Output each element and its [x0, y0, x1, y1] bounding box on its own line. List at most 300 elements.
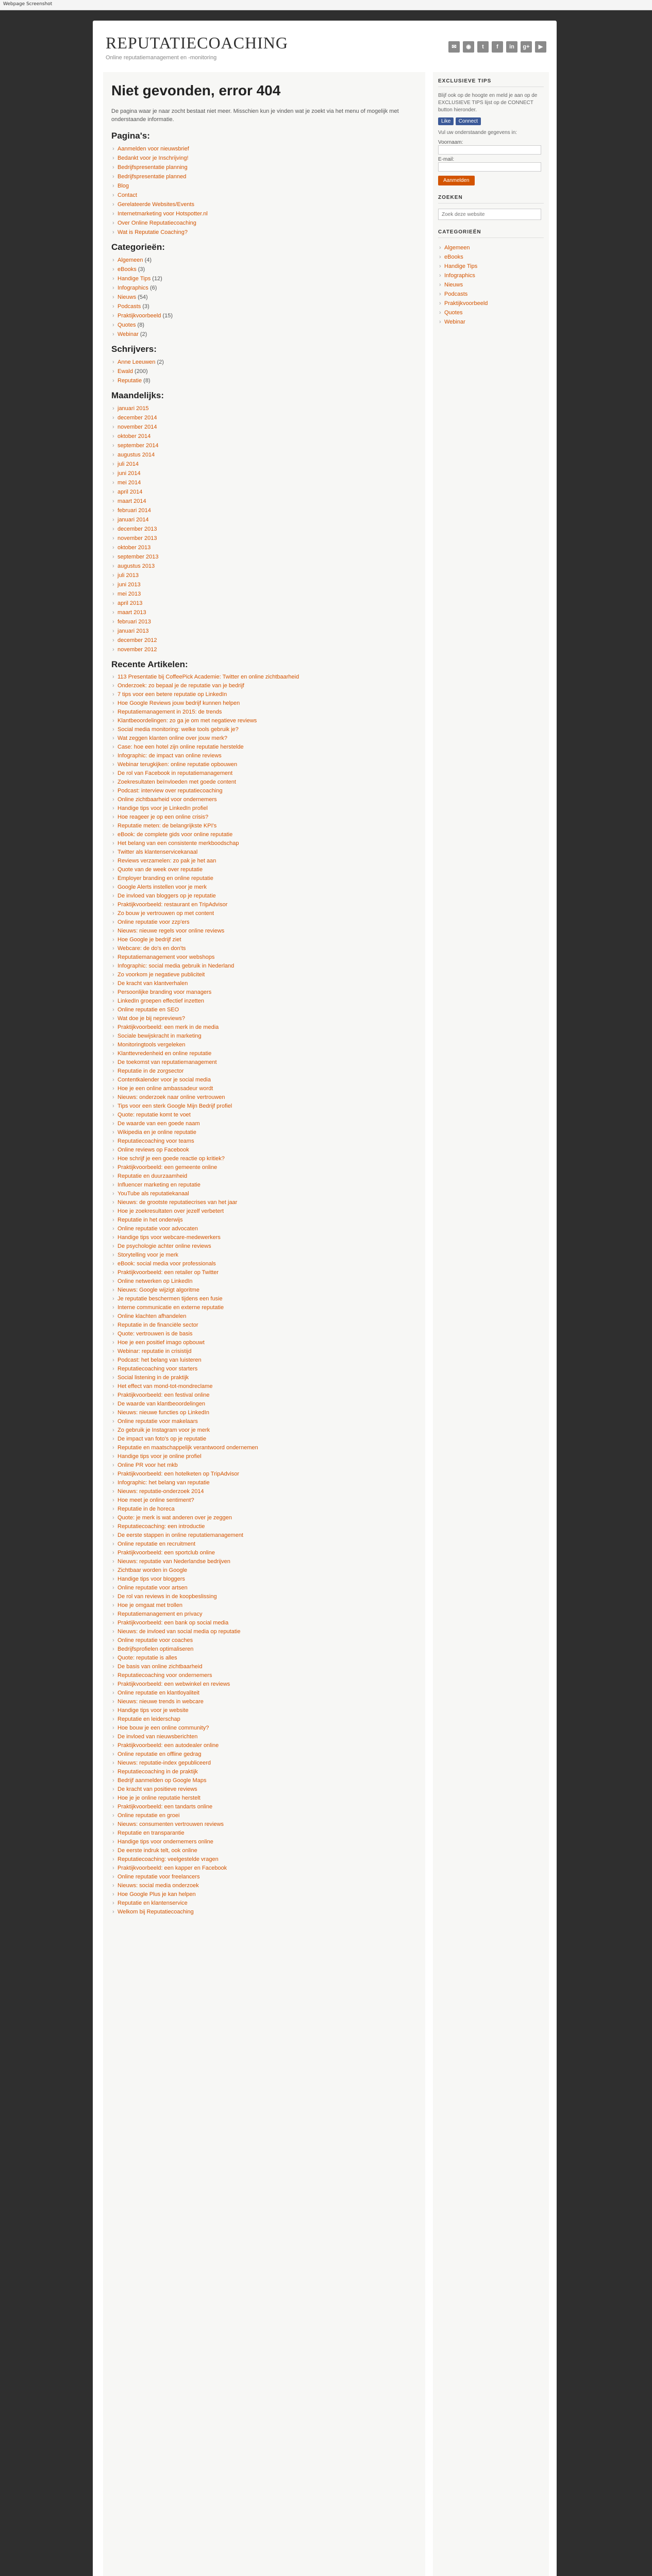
recent-article-item-link[interactable]: Infographic: social media gebruik in Nederland — [118, 963, 235, 969]
archive-month-item-link[interactable]: maart 2013 — [118, 609, 146, 616]
recent-article-item-link[interactable]: Case: hoe een hotel zijn online reputatie herstelde — [118, 744, 244, 750]
category-item[interactable] — [111, 311, 417, 320]
recent-article-item[interactable] — [111, 1452, 417, 1461]
author-item[interactable] — [111, 367, 417, 376]
subscribe-button[interactable]: Aanmelden — [438, 176, 475, 185]
recent-article-item-link[interactable]: Reputatie meten: de belangrijkste KPI's — [118, 823, 217, 829]
archive-month-item[interactable] — [111, 589, 417, 599]
recent-article-item-link[interactable]: Bedrijf aanmelden op Google Maps — [118, 1777, 207, 1784]
recent-article-item-link[interactable]: Nieuws: nieuwe functies op LinkedIn — [118, 1410, 209, 1416]
recent-article-item-link[interactable]: Zo gebruik je Instagram voor je merk — [118, 1427, 210, 1433]
recent-article-item[interactable] — [111, 1663, 417, 1671]
recent-article-item-link[interactable]: Nieuws: social media onderzoek — [118, 1883, 199, 1889]
recent-article-item[interactable] — [111, 1479, 417, 1487]
recent-article-item-link[interactable]: De basis van online zichtbaarheid — [118, 1664, 203, 1670]
archive-month-item-link[interactable]: juni 2013 — [118, 582, 141, 588]
author-item[interactable] — [111, 376, 417, 385]
author-item[interactable] — [111, 358, 417, 367]
recent-article-item-link[interactable]: Twitter als klantenservicekanaal — [118, 849, 198, 855]
recent-article-item[interactable] — [111, 1268, 417, 1277]
recent-article-item[interactable] — [111, 1295, 417, 1303]
recent-article-item[interactable] — [111, 1190, 417, 1198]
recent-article-item-link[interactable]: Wikipedia en je online reputatie — [118, 1129, 196, 1136]
recent-article-item-link[interactable]: Social media monitoring: welke tools gebruik je? — [118, 726, 239, 733]
archive-month-item[interactable] — [111, 524, 417, 534]
recent-article-item-link[interactable]: Het belang van een consistente merkboodschap — [118, 840, 239, 846]
recent-article-item[interactable] — [111, 1890, 417, 1899]
recent-article-item[interactable] — [111, 953, 417, 962]
author-item-link[interactable]: Ewald — [118, 368, 133, 375]
youtube-icon[interactable]: ▶ — [535, 41, 546, 53]
sidebar-category-item[interactable] — [438, 262, 544, 271]
site-title[interactable]: REPUTATIECOACHING — [106, 33, 288, 52]
page-link-item[interactable] — [111, 172, 417, 181]
recent-article-item-link[interactable]: YouTube als reputatiekanaal — [118, 1191, 189, 1197]
recent-article-item[interactable] — [111, 1067, 417, 1076]
sidebar-category-item[interactable] — [438, 317, 544, 327]
sidebar-category-item-link[interactable]: Nieuws — [444, 282, 463, 288]
recent-article-item-link[interactable]: Klantbeoordelingen: zo ga je om met negatieve reviews — [118, 718, 257, 724]
recent-article-item[interactable] — [111, 1163, 417, 1172]
archive-month-item[interactable] — [111, 441, 417, 450]
recent-article-item-link[interactable]: Reputatie en leiderschap — [118, 1716, 180, 1722]
sidebar-category-item-link[interactable]: Infographics — [444, 273, 475, 279]
recent-article-item-link[interactable]: Hoe je je online reputatie herstelt — [118, 1795, 200, 1801]
recent-article-item[interactable] — [111, 1102, 417, 1111]
recent-article-item-link[interactable]: Handige tips voor je website — [118, 1707, 189, 1714]
recent-article-item-link[interactable]: Het effect van mond-tot-mondreclame — [118, 1383, 213, 1389]
category-item[interactable] — [111, 256, 417, 265]
recent-article-item-link[interactable]: Praktijkvoorbeeld: een sportclub online — [118, 1550, 215, 1556]
archive-month-item[interactable] — [111, 580, 417, 589]
recent-article-item[interactable] — [111, 988, 417, 997]
recent-article-item[interactable] — [111, 1619, 417, 1628]
recent-article-item-link[interactable]: Handige tips voor webcare-medewerkers — [118, 1234, 221, 1241]
mail-icon[interactable]: ✉ — [448, 41, 460, 53]
recent-article-item[interactable] — [111, 1776, 417, 1785]
recent-article-item-link[interactable]: Praktijkvoorbeeld: een bank op social media — [118, 1620, 229, 1626]
archive-month-item[interactable] — [111, 617, 417, 626]
recent-article-item-link[interactable]: Reputatiemanagement in 2015: de trends — [118, 709, 222, 715]
recent-article-item[interactable] — [111, 778, 417, 787]
archive-month-item[interactable] — [111, 413, 417, 422]
recent-article-item-link[interactable]: Nieuws: de invloed van social media op reputatie — [118, 1629, 241, 1635]
recent-article-item[interactable] — [111, 1076, 417, 1084]
recent-article-item[interactable] — [111, 1260, 417, 1268]
recent-article-item[interactable] — [111, 874, 417, 883]
archive-month-item-link[interactable]: oktober 2013 — [118, 545, 151, 551]
recent-article-item[interactable] — [111, 1610, 417, 1619]
recent-article-item-link[interactable]: Nieuws: reputatie van Nederlandse bedrijven — [118, 1558, 230, 1565]
recent-article-item[interactable] — [111, 1724, 417, 1733]
archive-month-item-link[interactable]: april 2014 — [118, 489, 143, 495]
recent-article-item-link[interactable]: Praktijkvoorbeeld: een festival online — [118, 1392, 210, 1398]
archive-month-item-link[interactable]: december 2013 — [118, 526, 157, 532]
recent-article-item[interactable] — [111, 1592, 417, 1601]
recent-article-item[interactable] — [111, 813, 417, 822]
recent-article-item-link[interactable]: Praktijkvoorbeeld: een tandarts online — [118, 1804, 213, 1810]
recent-article-item-link[interactable]: Bedrijfsprofielen optimaliseren — [118, 1646, 194, 1652]
page-link-item-link[interactable]: Bedankt voor je Inschrijving! — [118, 155, 189, 161]
facebook-like-button[interactable]: Like — [438, 117, 454, 125]
recent-article-item-link[interactable]: 7 tips voor een betere reputatie op LinkedIn — [118, 691, 227, 698]
recent-article-item-link[interactable]: Online reputatie en SEO — [118, 1007, 179, 1013]
recent-article-item[interactable] — [111, 804, 417, 813]
recent-article-item-link[interactable]: Online reputatie en offline gedrag — [118, 1751, 202, 1757]
recent-article-item[interactable] — [111, 690, 417, 699]
recent-article-item[interactable] — [111, 1794, 417, 1803]
archive-month-item[interactable] — [111, 626, 417, 636]
recent-article-item-link[interactable]: Je reputatie beschermen tijdens een fusie — [118, 1296, 223, 1302]
recent-article-item[interactable] — [111, 892, 417, 901]
recent-article-item-link[interactable]: Online reputatie en klantloyaliteit — [118, 1690, 199, 1696]
archive-month-item-link[interactable]: januari 2014 — [118, 517, 149, 523]
recent-article-item-link[interactable]: De invloed van nieuwsberichten — [118, 1734, 198, 1740]
recent-article-item-link[interactable]: Quote: reputatie komt te voet — [118, 1112, 191, 1118]
category-item-link[interactable]: Infographics — [118, 285, 148, 291]
archive-month-item[interactable] — [111, 478, 417, 487]
recent-article-item-link[interactable]: Reputatiemanagement en privacy — [118, 1611, 203, 1617]
recent-article-item-link[interactable]: LinkedIn groepen effectief inzetten — [118, 998, 204, 1004]
recent-article-item-link[interactable]: Praktijkvoorbeeld: een webwinkel en reviews — [118, 1681, 230, 1687]
recent-article-item-link[interactable]: Wat doe je bij nepreviews? — [118, 1015, 186, 1022]
recent-article-item-link[interactable]: Praktijkvoorbeeld: een merk in de media — [118, 1024, 219, 1030]
category-item-link[interactable]: Algemeen — [118, 257, 143, 263]
recent-article-item[interactable] — [111, 1277, 417, 1286]
rss-icon[interactable]: ◉ — [463, 41, 474, 53]
recent-article-item[interactable] — [111, 1741, 417, 1750]
recent-article-item[interactable] — [111, 944, 417, 953]
recent-article-item[interactable] — [111, 717, 417, 725]
recent-article-item-link[interactable]: Wat zeggen klanten online over jouw merk? — [118, 735, 227, 741]
archive-month-item[interactable] — [111, 543, 417, 552]
recent-article-item-link[interactable]: Praktijkvoorbeeld: een hotelketen op TripAdvisor — [118, 1471, 240, 1477]
recent-article-item[interactable] — [111, 1514, 417, 1522]
sidebar-category-item-link[interactable]: Webinar — [444, 319, 465, 325]
recent-article-item[interactable] — [111, 901, 417, 909]
recent-article-item-link[interactable]: Webinar terugkijken: online reputatie opbouwen — [118, 761, 238, 768]
archive-month-item[interactable] — [111, 599, 417, 608]
recent-article-item-link[interactable]: De impact van foto's op je reputatie — [118, 1436, 207, 1442]
recent-article-item[interactable] — [111, 1374, 417, 1382]
recent-article-item[interactable] — [111, 1855, 417, 1864]
sidebar-category-item[interactable] — [438, 243, 544, 252]
recent-article-item[interactable] — [111, 1084, 417, 1093]
recent-article-item[interactable] — [111, 1803, 417, 1811]
recent-article-item-link[interactable]: Reputatie in de zorgsector — [118, 1068, 184, 1074]
recent-article-item[interactable] — [111, 1049, 417, 1058]
recent-article-item-link[interactable]: Hoe je zoekresultaten over jezelf verbetert — [118, 1208, 224, 1214]
recent-article-item[interactable] — [111, 1435, 417, 1444]
recent-article-item[interactable] — [111, 857, 417, 866]
recent-article-item-link[interactable]: Online reputatie voor advocaten — [118, 1226, 198, 1232]
recent-article-item[interactable] — [111, 1470, 417, 1479]
recent-article-item[interactable] — [111, 734, 417, 743]
recent-article-item-link[interactable]: Online netwerken op LinkedIn — [118, 1278, 193, 1284]
archive-month-item[interactable] — [111, 487, 417, 497]
recent-article-item[interactable] — [111, 1496, 417, 1505]
page-link-item-link[interactable]: Internetmarketing voor Hotspotter.nl — [118, 211, 208, 217]
recent-article-item-link[interactable]: Nieuws: consumenten vertrouwen reviews — [118, 1821, 224, 1827]
recent-article-item-link[interactable]: Reputatiecoaching: een introductie — [118, 1523, 205, 1530]
recent-article-item-link[interactable]: De eerste stappen in online reputatiemanagement — [118, 1532, 243, 1538]
recent-article-item[interactable] — [111, 1155, 417, 1163]
archive-month-item[interactable] — [111, 422, 417, 432]
recent-article-item-link[interactable]: Reputatiecoaching voor teams — [118, 1138, 194, 1144]
sidebar-category-item[interactable] — [438, 308, 544, 317]
recent-article-item-link[interactable]: Interne communicatie en externe reputatie — [118, 1304, 224, 1311]
recent-article-item[interactable] — [111, 699, 417, 708]
archive-month-item-link[interactable]: mei 2013 — [118, 591, 141, 597]
recent-article-item[interactable] — [111, 769, 417, 778]
recent-article-item-link[interactable]: Reputatie in de financiële sector — [118, 1322, 198, 1328]
recent-article-item[interactable] — [111, 760, 417, 769]
recent-article-item-link[interactable]: Sociale bewijskracht in marketing — [118, 1033, 202, 1039]
recent-article-item[interactable] — [111, 1654, 417, 1663]
archive-month-item-link[interactable]: maart 2014 — [118, 498, 146, 504]
page-link-item-link[interactable]: Bedrijfspresentatie planned — [118, 174, 187, 180]
recent-article-item[interactable] — [111, 1680, 417, 1689]
recent-article-item-link[interactable]: Podcast: het belang van luisteren — [118, 1357, 202, 1363]
recent-article-item[interactable] — [111, 1566, 417, 1575]
category-item[interactable] — [111, 283, 417, 293]
archive-month-item-link[interactable]: november 2012 — [118, 647, 157, 653]
recent-article-item[interactable] — [111, 1023, 417, 1032]
archive-month-item-link[interactable]: april 2013 — [118, 600, 143, 606]
recent-article-item[interactable] — [111, 909, 417, 918]
recent-article-item[interactable] — [111, 1549, 417, 1557]
recent-article-item[interactable] — [111, 1522, 417, 1531]
recent-article-item-link[interactable]: Zichtbaar worden in Google — [118, 1567, 188, 1573]
recent-article-item-link[interactable]: Handige tips voor je LinkedIn profiel — [118, 805, 208, 811]
recent-article-item[interactable] — [111, 1137, 417, 1146]
recent-article-item[interactable] — [111, 1785, 417, 1794]
recent-article-item[interactable] — [111, 1846, 417, 1855]
archive-month-item-link[interactable]: oktober 2014 — [118, 433, 151, 439]
recent-article-item[interactable] — [111, 1233, 417, 1242]
recent-article-item-link[interactable]: Praktijkvoorbeeld: een gemeente online — [118, 1164, 218, 1171]
recent-article-item[interactable] — [111, 1461, 417, 1470]
category-item-link[interactable]: eBooks — [118, 266, 137, 273]
archive-month-item-link[interactable]: mei 2014 — [118, 480, 141, 486]
recent-article-item-link[interactable]: Online reputatie voor makelaars — [118, 1418, 198, 1425]
author-item-link[interactable]: Reputatie — [118, 378, 142, 384]
recent-article-item[interactable] — [111, 1706, 417, 1715]
recent-article-item-link[interactable]: Monitoringtools vergeleken — [118, 1042, 186, 1048]
recent-article-item-link[interactable]: Reviews verzamelen: zo pak je het aan — [118, 858, 216, 864]
recent-article-item[interactable] — [111, 1820, 417, 1829]
recent-article-item-link[interactable]: Online reputatie voor coaches — [118, 1637, 193, 1643]
recent-article-item[interactable] — [111, 866, 417, 874]
recent-article-item[interactable] — [111, 839, 417, 848]
recent-article-item[interactable] — [111, 1882, 417, 1890]
recent-article-item-link[interactable]: Online reviews op Facebook — [118, 1147, 189, 1153]
recent-article-item[interactable] — [111, 1864, 417, 1873]
recent-article-item-link[interactable]: Hoe schrijf je een goede reactie op kritiek? — [118, 1156, 225, 1162]
recent-article-item-link[interactable]: Hoe meet je online sentiment? — [118, 1497, 194, 1503]
recent-article-item[interactable] — [111, 831, 417, 839]
archive-month-item-link[interactable]: december 2014 — [118, 415, 157, 421]
recent-article-item[interactable] — [111, 1111, 417, 1120]
recent-article-item-link[interactable]: Google Alerts instellen voor je merk — [118, 884, 207, 890]
facebook-connect-button[interactable]: Connect — [456, 117, 481, 125]
page-link-item[interactable] — [111, 144, 417, 154]
page-link-item-link[interactable]: Over Online Reputatiecoaching — [118, 220, 196, 226]
recent-article-item[interactable] — [111, 682, 417, 690]
recent-article-item-link[interactable]: Hoe Google je bedrijf ziet — [118, 937, 181, 943]
recent-article-item[interactable] — [111, 1557, 417, 1566]
recent-article-item-link[interactable]: De waarde van klantbeoordelingen — [118, 1401, 206, 1407]
page-link-item[interactable] — [111, 181, 417, 191]
recent-article-item[interactable] — [111, 936, 417, 944]
recent-article-item-link[interactable]: Reputatiemanagement voor webshops — [118, 954, 215, 960]
recent-article-item-link[interactable]: eBook: social media voor professionals — [118, 1261, 216, 1267]
category-item-link[interactable]: Nieuws — [118, 294, 137, 300]
archive-month-item-link[interactable]: februari 2014 — [118, 507, 151, 514]
name-field[interactable] — [438, 145, 541, 155]
category-item[interactable] — [111, 265, 417, 274]
recent-article-item-link[interactable]: Online reputatie en recruitment — [118, 1541, 196, 1547]
page-link-item-link[interactable]: Aanmelden voor nieuwsbrief — [118, 146, 189, 152]
recent-article-item-link[interactable]: eBook: de complete gids voor online reputatie — [118, 832, 233, 838]
recent-article-item-link[interactable]: De kracht van positieve reviews — [118, 1786, 197, 1792]
sidebar-category-item-link[interactable]: Quotes — [444, 310, 463, 316]
recent-article-item[interactable] — [111, 1505, 417, 1514]
recent-article-item-link[interactable]: Quote: reputatie is alles — [118, 1655, 177, 1661]
recent-article-item[interactable] — [111, 1014, 417, 1023]
page-link-item[interactable] — [111, 228, 417, 237]
recent-article-item[interactable] — [111, 848, 417, 857]
recent-article-item-link[interactable]: Praktijkvoorbeeld: een kapper en Facebook — [118, 1865, 227, 1871]
archive-month-item-link[interactable]: augustus 2013 — [118, 563, 155, 569]
recent-article-item[interactable] — [111, 1759, 417, 1768]
recent-article-item[interactable] — [111, 1733, 417, 1741]
linkedin-icon[interactable]: in — [506, 41, 517, 53]
archive-month-item-link[interactable]: november 2013 — [118, 535, 157, 541]
facebook-icon[interactable]: f — [492, 41, 503, 53]
recent-article-item[interactable] — [111, 1873, 417, 1882]
recent-article-item-link[interactable]: Storytelling voor je merk — [118, 1252, 178, 1258]
recent-article-item-link[interactable]: Praktijkvoorbeeld: een autodealer online — [118, 1742, 219, 1749]
archive-month-item[interactable] — [111, 571, 417, 580]
category-item[interactable] — [111, 274, 417, 283]
recent-article-item-link[interactable]: Nieuws: nieuwe trends in webcare — [118, 1699, 204, 1705]
recent-article-item-link[interactable]: Persoonlijke branding voor managers — [118, 989, 212, 995]
sidebar-category-item[interactable] — [438, 299, 544, 308]
twitter-icon[interactable]: t — [477, 41, 489, 53]
archive-month-item[interactable] — [111, 636, 417, 645]
recent-article-item[interactable] — [111, 1242, 417, 1251]
recent-article-item-link[interactable]: De invloed van bloggers op je reputatie — [118, 893, 216, 899]
recent-article-item[interactable] — [111, 971, 417, 979]
recent-article-item-link[interactable]: Infographic: het belang van reputatie — [118, 1480, 210, 1486]
recent-article-item-link[interactable]: Nieuws: nieuwe regels voor online reviews — [118, 928, 225, 934]
recent-article-item-link[interactable]: Klanttevredenheid en online reputatie — [118, 1050, 212, 1057]
archive-month-item[interactable] — [111, 404, 417, 413]
recent-article-item[interactable] — [111, 1146, 417, 1155]
recent-article-item-link[interactable]: Online reputatie voor artsen — [118, 1585, 188, 1591]
recent-article-item-link[interactable]: De eerste indruk telt, ook online — [118, 1848, 197, 1854]
recent-article-item[interactable] — [111, 1689, 417, 1698]
recent-article-item[interactable] — [111, 1750, 417, 1759]
recent-article-item-link[interactable]: Praktijkvoorbeeld: een retailer op Twitter — [118, 1269, 219, 1276]
recent-article-item[interactable] — [111, 1811, 417, 1820]
archive-month-item[interactable] — [111, 608, 417, 617]
recent-article-item-link[interactable]: Contentkalender voor je social media — [118, 1077, 211, 1083]
recent-article-item[interactable] — [111, 1540, 417, 1549]
recent-article-item[interactable] — [111, 1444, 417, 1452]
recent-article-item-link[interactable]: Hoe Google Reviews jouw bedrijf kunnen helpen — [118, 700, 240, 706]
recent-article-item-link[interactable]: Webinar: reputatie in crisistijd — [118, 1348, 192, 1354]
recent-article-item[interactable] — [111, 1601, 417, 1610]
recent-article-item-link[interactable]: Hoe je omgaat met trollen — [118, 1602, 182, 1608]
recent-article-item[interactable] — [111, 1575, 417, 1584]
recent-article-item[interactable] — [111, 1628, 417, 1636]
recent-article-item[interactable] — [111, 1120, 417, 1128]
recent-article-item-link[interactable]: Reputatiecoaching voor ondernemers — [118, 1672, 212, 1679]
category-item[interactable] — [111, 302, 417, 311]
recent-article-item-link[interactable]: Praktijkvoorbeeld: restaurant en TripAdvisor — [118, 902, 228, 908]
recent-article-item-link[interactable]: De rol van reviews in de koopbeslissing — [118, 1594, 217, 1600]
recent-article-item[interactable] — [111, 1636, 417, 1645]
recent-article-item[interactable] — [111, 1093, 417, 1102]
recent-article-item-link[interactable]: Handige tips voor ondernemers online — [118, 1839, 213, 1845]
recent-article-item[interactable] — [111, 1181, 417, 1190]
category-item[interactable] — [111, 320, 417, 330]
recent-article-item[interactable] — [111, 1409, 417, 1417]
recent-article-item-link[interactable]: 113 Presentatie bij CoffeePick Academie: Twitter en online zichtbaarheid — [118, 674, 299, 680]
archive-month-item-link[interactable]: januari 2013 — [118, 628, 149, 634]
recent-article-item-link[interactable]: De psychologie achter online reviews — [118, 1243, 211, 1249]
recent-article-item-link[interactable]: De waarde van een goede naam — [118, 1121, 200, 1127]
recent-article-item[interactable] — [111, 1207, 417, 1216]
archive-month-item-link[interactable]: januari 2015 — [118, 405, 149, 412]
recent-article-item-link[interactable]: Infographic: de impact van online reviews — [118, 753, 222, 759]
recent-article-item-link[interactable]: Reputatie en transparantie — [118, 1830, 185, 1836]
recent-article-item-link[interactable]: Reputatie en klantenservice — [118, 1900, 188, 1906]
recent-article-item-link[interactable]: Hoe reageer je op een online crisis? — [118, 814, 209, 820]
recent-article-item[interactable] — [111, 1400, 417, 1409]
recent-article-item[interactable] — [111, 1671, 417, 1680]
page-link-item[interactable] — [111, 200, 417, 209]
recent-article-item[interactable] — [111, 962, 417, 971]
recent-article-item[interactable] — [111, 1312, 417, 1321]
recent-article-item[interactable] — [111, 1356, 417, 1365]
recent-article-item[interactable] — [111, 997, 417, 1006]
sidebar-category-item[interactable] — [438, 290, 544, 299]
recent-article-item[interactable] — [111, 795, 417, 804]
sidebar-category-item-link[interactable]: eBooks — [444, 254, 463, 260]
archive-month-item-link[interactable]: juni 2014 — [118, 470, 141, 477]
page-link-item-link[interactable]: Blog — [118, 183, 129, 189]
recent-article-item-link[interactable]: Reputatie en duurzaamheid — [118, 1173, 188, 1179]
recent-article-item[interactable] — [111, 708, 417, 717]
recent-article-item-link[interactable]: Online PR voor het mkb — [118, 1462, 178, 1468]
archive-month-item[interactable] — [111, 645, 417, 654]
archive-month-item[interactable] — [111, 552, 417, 562]
recent-article-item[interactable] — [111, 1908, 417, 1917]
recent-article-item-link[interactable]: Quote: je merk is wat anderen over je zeggen — [118, 1515, 232, 1521]
sidebar-category-item-link[interactable]: Podcasts — [444, 291, 468, 297]
recent-article-item-link[interactable]: Nieuws: reputatie-onderzoek 2014 — [118, 1488, 204, 1495]
archive-month-item-link[interactable]: september 2014 — [118, 443, 159, 449]
sidebar-category-item-link[interactable]: Praktijkvoorbeeld — [444, 300, 488, 307]
recent-article-item[interactable] — [111, 1768, 417, 1776]
recent-article-item-link[interactable]: Handige tips voor bloggers — [118, 1576, 185, 1582]
archive-month-item-link[interactable]: november 2014 — [118, 424, 157, 430]
category-item[interactable] — [111, 330, 417, 339]
recent-article-item[interactable] — [111, 673, 417, 682]
